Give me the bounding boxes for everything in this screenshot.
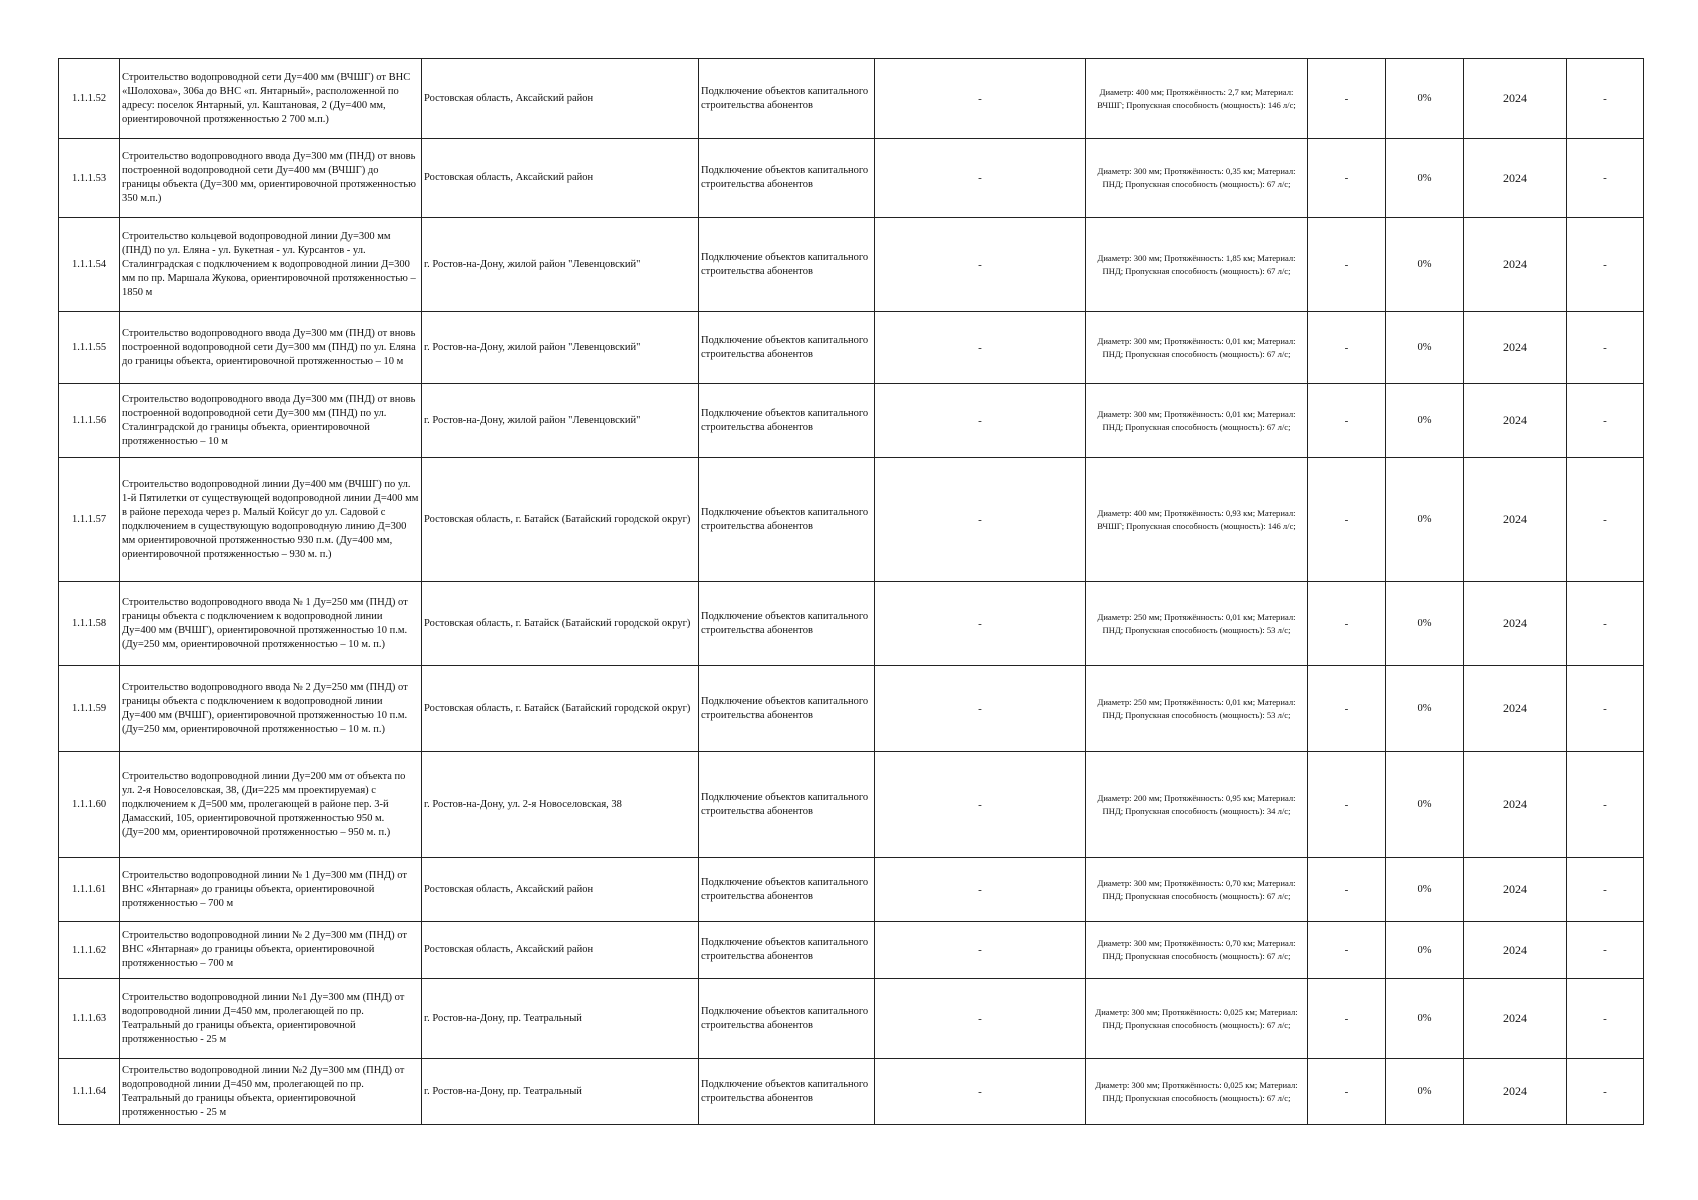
project-name-cell: Строительство водопроводной линии Ду=400 мм (ВЧШГ) по ул. 1-й Пятилетки от существующей водопроводной линии Д=400 мм в районе перехода через р. Малый Койсуг до ул. Садовой с подключением в существующую водопроводную линию Д=300 мм ориентировочной протяженностью 930 п.м. (Ду=400 мм, ориентировочной протяженностью – 930 м. п.) [120, 458, 422, 582]
completion-percent-cell: 0% [1386, 59, 1464, 139]
year-cell: 2024 [1464, 582, 1567, 666]
empty-value-cell: - [875, 979, 1086, 1059]
empty-value-cell: - [875, 312, 1086, 384]
location-cell: Ростовская область, г. Батайск (Батайский городской округ) [422, 458, 699, 582]
empty-value-cell: - [1308, 1059, 1386, 1125]
completion-percent-cell: 0% [1386, 858, 1464, 922]
goal-cell: Подключение объектов капитального строительства абонентов [699, 582, 875, 666]
location-cell: Ростовская область, Аксайский район [422, 922, 699, 979]
table-row [59, 59, 1644, 139]
technical-characteristics-cell: Диаметр: 300 мм; Протяжённость: 0,35 км; Материал: ПНД; Пропускная способность (мощность): 67 л/с; [1086, 139, 1308, 218]
completion-percent-cell: 0% [1386, 312, 1464, 384]
technical-characteristics-cell: Диаметр: 300 мм; Протяжённость: 0,70 км; Материал: ПНД; Пропускная способность (мощность): 67 л/с; [1086, 858, 1308, 922]
empty-value-cell: - [1308, 139, 1386, 218]
project-name-cell: Строительство кольцевой водопроводной линии Ду=300 мм (ПНД) по ул. Еляна - ул. Букетная - ул. Курсантов - ул. Сталинградская с подключением к водопроводной линии Д=300 мм по пр. Маршала Жукова, ориентировочной протяженностью – 1850 м [120, 218, 422, 312]
empty-value-cell: - [1308, 979, 1386, 1059]
location-cell: Ростовская область, Аксайский район [422, 139, 699, 218]
project-name-cell: Строительство водопроводного ввода Ду=300 мм (ПНД) от вновь построенной водопроводной сети Ду=300 мм (ПНД) по ул. Еляна до границы объекта, ориентировочной протяженностью – 10 м [120, 312, 422, 384]
empty-value-cell: - [1567, 582, 1644, 666]
empty-value-cell: - [1308, 59, 1386, 139]
table-row [59, 752, 1644, 858]
completion-percent-cell: 0% [1386, 458, 1464, 582]
technical-characteristics-cell: Диаметр: 400 мм; Протяжённость: 2,7 км; Материал: ВЧШГ; Пропускная способность (мощность): 146 л/с; [1086, 59, 1308, 139]
completion-percent-cell: 0% [1386, 922, 1464, 979]
empty-value-cell: - [1567, 59, 1644, 139]
year-cell: 2024 [1464, 1059, 1567, 1125]
goal-cell: Подключение объектов капитального строительства абонентов [699, 666, 875, 752]
empty-value-cell: - [1308, 922, 1386, 979]
empty-value-cell: - [1567, 384, 1644, 458]
year-cell: 2024 [1464, 752, 1567, 858]
goal-cell: Подключение объектов капитального строительства абонентов [699, 458, 875, 582]
empty-value-cell: - [1308, 858, 1386, 922]
goal-cell: Подключение объектов капитального строительства абонентов [699, 1059, 875, 1125]
location-cell: г. Ростов-на-Дону, пр. Театральный [422, 1059, 699, 1125]
project-name-cell: Строительство водопроводной линии №1 Ду=300 мм (ПНД) от водопроводной линии Д=450 мм, пролегающей по пр. Театральный до границы объекта, ориентировочной протяженностью - 25 м [120, 979, 422, 1059]
year-cell: 2024 [1464, 458, 1567, 582]
row-number-cell: 1.1.1.57 [59, 458, 120, 582]
row-number-cell: 1.1.1.54 [59, 218, 120, 312]
project-name-cell: Строительство водопроводной линии №2 Ду=300 мм (ПНД) от водопроводной линии Д=450 мм, пролегающей по пр. Театральный до границы объекта, ориентировочной протяженностью - 25 м [120, 1059, 422, 1125]
row-number-cell: 1.1.1.53 [59, 139, 120, 218]
empty-value-cell: - [1567, 979, 1644, 1059]
row-number-cell: 1.1.1.60 [59, 752, 120, 858]
empty-value-cell: - [1567, 666, 1644, 752]
location-cell: Ростовская область, г. Батайск (Батайский городской округ) [422, 582, 699, 666]
goal-cell: Подключение объектов капитального строительства абонентов [699, 59, 875, 139]
completion-percent-cell: 0% [1386, 139, 1464, 218]
location-cell: г. Ростов-на-Дону, пр. Театральный [422, 979, 699, 1059]
empty-value-cell: - [875, 666, 1086, 752]
empty-value-cell: - [1308, 752, 1386, 858]
row-number-cell: 1.1.1.55 [59, 312, 120, 384]
year-cell: 2024 [1464, 139, 1567, 218]
project-name-cell: Строительство водопроводной сети Ду=400 мм (ВЧШГ) от ВНС «Шолохова», 306а до ВНС «п. Янтарный», расположенной по адресу: поселок Янтарный, ул. Каштановая, 2 (Ду=400 мм, ориентировочной протяженностью 2 700 м.п.) [120, 59, 422, 139]
year-cell: 2024 [1464, 312, 1567, 384]
completion-percent-cell: 0% [1386, 752, 1464, 858]
table-row [59, 139, 1644, 218]
empty-value-cell: - [1567, 922, 1644, 979]
row-number-cell: 1.1.1.62 [59, 922, 120, 979]
table-row [59, 218, 1644, 312]
technical-characteristics-cell: Диаметр: 200 мм; Протяжённость: 0,95 км; Материал: ПНД; Пропускная способность (мощность): 34 л/с; [1086, 752, 1308, 858]
year-cell: 2024 [1464, 922, 1567, 979]
empty-value-cell: - [875, 1059, 1086, 1125]
empty-value-cell: - [1567, 858, 1644, 922]
table-row [59, 458, 1644, 582]
row-number-cell: 1.1.1.63 [59, 979, 120, 1059]
goal-cell: Подключение объектов капитального строительства абонентов [699, 384, 875, 458]
completion-percent-cell: 0% [1386, 384, 1464, 458]
technical-characteristics-cell: Диаметр: 400 мм; Протяжённость: 0,93 км; Материал: ВЧШГ; Пропускная способность (мощность): 146 л/с; [1086, 458, 1308, 582]
table-row [59, 582, 1644, 666]
completion-percent-cell: 0% [1386, 979, 1464, 1059]
goal-cell: Подключение объектов капитального строительства абонентов [699, 312, 875, 384]
completion-percent-cell: 0% [1386, 582, 1464, 666]
location-cell: Ростовская область, Аксайский район [422, 59, 699, 139]
empty-value-cell: - [875, 922, 1086, 979]
completion-percent-cell: 0% [1386, 218, 1464, 312]
table-row [59, 858, 1644, 922]
technical-characteristics-cell: Диаметр: 250 мм; Протяжённость: 0,01 км; Материал: ПНД; Пропускная способность (мощность): 53 л/с; [1086, 582, 1308, 666]
goal-cell: Подключение объектов капитального строительства абонентов [699, 979, 875, 1059]
goal-cell: Подключение объектов капитального строительства абонентов [699, 218, 875, 312]
location-cell: г. Ростов-на-Дону, жилой район "Левенцовский" [422, 218, 699, 312]
table-body [59, 59, 1644, 1125]
goal-cell: Подключение объектов капитального строительства абонентов [699, 752, 875, 858]
empty-value-cell: - [1567, 752, 1644, 858]
empty-value-cell: - [1567, 218, 1644, 312]
empty-value-cell: - [875, 59, 1086, 139]
completion-percent-cell: 0% [1386, 1059, 1464, 1125]
empty-value-cell: - [1567, 458, 1644, 582]
table-row [59, 922, 1644, 979]
goal-cell: Подключение объектов капитального строительства абонентов [699, 858, 875, 922]
project-name-cell: Строительство водопроводного ввода № 1 Ду=250 мм (ПНД) от границы объекта с подключением к водопроводной линии Ду=400 мм (ВЧШГ), ориентировочной протяженностью 10 п.м. (Ду=250 мм, ориентировочной протяженностью – 10 м. п.) [120, 582, 422, 666]
empty-value-cell: - [1308, 312, 1386, 384]
technical-characteristics-cell: Диаметр: 300 мм; Протяжённость: 0,025 км; Материал: ПНД; Пропускная способность (мощность): 67 л/с; [1086, 1059, 1308, 1125]
location-cell: Ростовская область, Аксайский район [422, 858, 699, 922]
year-cell: 2024 [1464, 59, 1567, 139]
row-number-cell: 1.1.1.59 [59, 666, 120, 752]
year-cell: 2024 [1464, 218, 1567, 312]
empty-value-cell: - [875, 139, 1086, 218]
technical-characteristics-cell: Диаметр: 300 мм; Протяжённость: 0,70 км; Материал: ПНД; Пропускная способность (мощность): 67 л/с; [1086, 922, 1308, 979]
empty-value-cell: - [1308, 458, 1386, 582]
technical-characteristics-cell: Диаметр: 300 мм; Протяжённость: 0,025 км; Материал: ПНД; Пропускная способность (мощность): 67 л/с; [1086, 979, 1308, 1059]
investment-program-table [58, 58, 1644, 1125]
empty-value-cell: - [875, 752, 1086, 858]
project-name-cell: Строительство водопроводной линии № 1 Ду=300 мм (ПНД) от ВНС «Янтарная» до границы объекта, ориентировочной протяженностью – 700 м [120, 858, 422, 922]
location-cell: г. Ростов-на-Дону, ул. 2-я Новоселовская, 38 [422, 752, 699, 858]
year-cell: 2024 [1464, 858, 1567, 922]
technical-characteristics-cell: Диаметр: 300 мм; Протяжённость: 0,01 км; Материал: ПНД; Пропускная способность (мощность): 67 л/с; [1086, 312, 1308, 384]
goal-cell: Подключение объектов капитального строительства абонентов [699, 139, 875, 218]
row-number-cell: 1.1.1.52 [59, 59, 120, 139]
project-name-cell: Строительство водопроводного ввода № 2 Ду=250 мм (ПНД) от границы объекта с подключением к водопроводной линии Ду=400 мм (ВЧШГ), ориентировочной протяженностью 10 п.м. (Ду=250 мм, ориентировочной протяженностью – 10 м. п.) [120, 666, 422, 752]
empty-value-cell: - [875, 858, 1086, 922]
location-cell: Ростовская область, г. Батайск (Батайский городской округ) [422, 666, 699, 752]
empty-value-cell: - [1567, 139, 1644, 218]
table-row [59, 979, 1644, 1059]
project-name-cell: Строительство водопроводного ввода Ду=300 мм (ПНД) от вновь построенной водопроводной сети Ду=300 мм (ПНД) по ул. Сталинградской до границы объекта, ориентировочной протяженностью – 10 м [120, 384, 422, 458]
year-cell: 2024 [1464, 979, 1567, 1059]
empty-value-cell: - [875, 582, 1086, 666]
year-cell: 2024 [1464, 666, 1567, 752]
table-row [59, 666, 1644, 752]
empty-value-cell: - [875, 218, 1086, 312]
empty-value-cell: - [1308, 666, 1386, 752]
project-name-cell: Строительство водопроводного ввода Ду=300 мм (ПНД) от вновь построенной водопроводной сети Ду=400 мм (ВЧШГ) до границы объекта (Ду=300 мм, ориентировочной протяженностью 350 м.п.) [120, 139, 422, 218]
table-row [59, 312, 1644, 384]
row-number-cell: 1.1.1.64 [59, 1059, 120, 1125]
location-cell: г. Ростов-на-Дону, жилой район "Левенцовский" [422, 312, 699, 384]
location-cell: г. Ростов-на-Дону, жилой район "Левенцовский" [422, 384, 699, 458]
empty-value-cell: - [875, 458, 1086, 582]
table-row [59, 1059, 1644, 1125]
completion-percent-cell: 0% [1386, 666, 1464, 752]
empty-value-cell: - [1308, 582, 1386, 666]
empty-value-cell: - [1308, 384, 1386, 458]
row-number-cell: 1.1.1.61 [59, 858, 120, 922]
row-number-cell: 1.1.1.56 [59, 384, 120, 458]
empty-value-cell: - [1567, 1059, 1644, 1125]
row-number-cell: 1.1.1.58 [59, 582, 120, 666]
project-name-cell: Строительство водопроводной линии Ду=200 мм от объекта по ул. 2-я Новоселовская, 38, (Ди=225 мм проектируемая) с подключением к Д=500 мм, пролегающей в районе пер. 3-й Дамасский, 105, ориентировочной протяженностью 950 м. (Ду=200 мм, ориентировочной протяженностью – 950 м. п.) [120, 752, 422, 858]
technical-characteristics-cell: Диаметр: 300 мм; Протяжённость: 0,01 км; Материал: ПНД; Пропускная способность (мощность): 67 л/с; [1086, 384, 1308, 458]
empty-value-cell: - [875, 384, 1086, 458]
technical-characteristics-cell: Диаметр: 250 мм; Протяжённость: 0,01 км; Материал: ПНД; Пропускная способность (мощность): 53 л/с; [1086, 666, 1308, 752]
project-name-cell: Строительство водопроводной линии № 2 Ду=300 мм (ПНД) от ВНС «Янтарная» до границы объекта, ориентировочной протяженностью – 700 м [120, 922, 422, 979]
empty-value-cell: - [1567, 312, 1644, 384]
empty-value-cell: - [1308, 218, 1386, 312]
technical-characteristics-cell: Диаметр: 300 мм; Протяжённость: 1,85 км; Материал: ПНД; Пропускная способность (мощность): 67 л/с; [1086, 218, 1308, 312]
goal-cell: Подключение объектов капитального строительства абонентов [699, 922, 875, 979]
year-cell: 2024 [1464, 384, 1567, 458]
table-row [59, 384, 1644, 458]
